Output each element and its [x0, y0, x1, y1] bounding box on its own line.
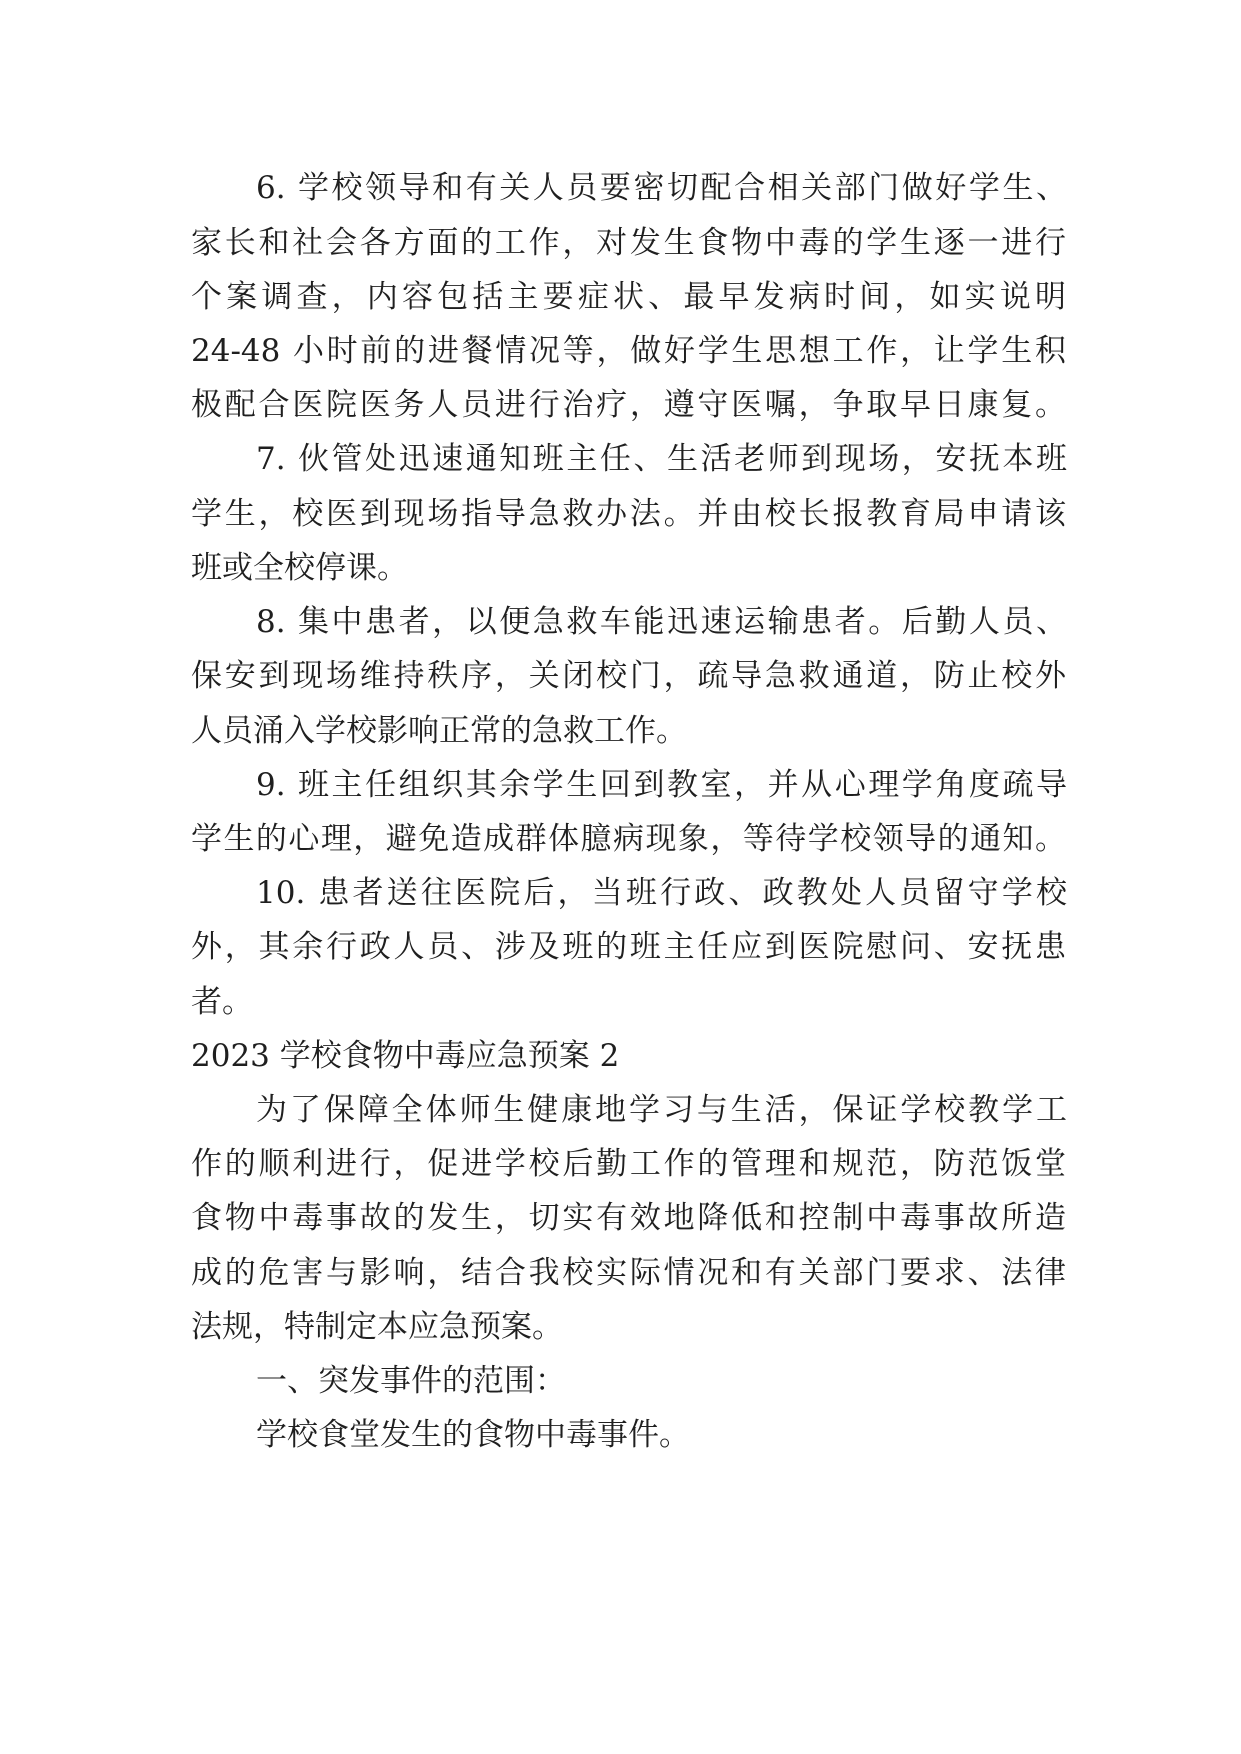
text-line: 8. 集中患者，以便急救车能迅速运输患者。后勤人员、: [256, 604, 1067, 640]
text-line: 作的顺利进行，促进学校后勤工作的管理和规范，防范饭堂: [191, 1146, 1066, 1182]
text-line: 9. 班主任组织其余学生回到教室，并从心理学角度疏导: [256, 767, 1067, 803]
text-line: 学校食堂发生的食物中毒事件。: [256, 1417, 690, 1453]
text-line: 学生的心理，避免造成群体臆病现象，等待学校领导的通知。: [191, 821, 1066, 857]
text-line: 班或全校停课。: [191, 550, 408, 586]
text-line: 6. 学校领导和有关人员要密切配合相关部门做好学生、: [256, 170, 1067, 206]
text-line: 法规，特制定本应急预案。: [191, 1309, 563, 1345]
text-line: 外，其余行政人员、涉及班的班主任应到医院慰问、安抚患: [191, 929, 1066, 965]
text-line: 者。: [191, 984, 253, 1020]
text-line: 个案调查，内容包括主要症状、最早发病时间，如实说明: [191, 279, 1066, 315]
text-line: 24-48 小时前的进餐情况等，做好学生思想工作，让学生积: [191, 333, 1066, 369]
text-line: 保安到现场维持秩序，关闭校门，疏导急救通道，防止校外: [191, 658, 1066, 694]
text-line: 食物中毒事故的发生，切实有效地降低和控制中毒事故所造: [191, 1200, 1066, 1236]
text-line: 成的危害与影响，结合我校实际情况和有关部门要求、法律: [191, 1255, 1066, 1291]
text-line: 家长和社会各方面的工作，对发生食物中毒的学生逐一进行: [191, 225, 1066, 261]
text-line: 10. 患者送往医院后，当班行政、政教处人员留守学校: [256, 875, 1067, 911]
text-line: 学生，校医到现场指导急救办法。并由校长报教育局申请该: [191, 496, 1066, 532]
subheading: 一、突发事件的范围：: [256, 1363, 566, 1399]
text-line: 7. 伙管处迅速通知班主任、生活老师到现场，安抚本班: [256, 441, 1067, 477]
text-line: 极配合医院医务人员进行治疗，遵守医嘱，争取早日康复。: [191, 387, 1066, 423]
text-line: 人员涌入学校影响正常的急救工作。: [191, 713, 687, 749]
section-heading: 2023 学校食物中毒应急预案 2: [191, 1038, 620, 1074]
text-line: 为了保障全体师生健康地学习与生活，保证学校教学工: [256, 1092, 1067, 1128]
